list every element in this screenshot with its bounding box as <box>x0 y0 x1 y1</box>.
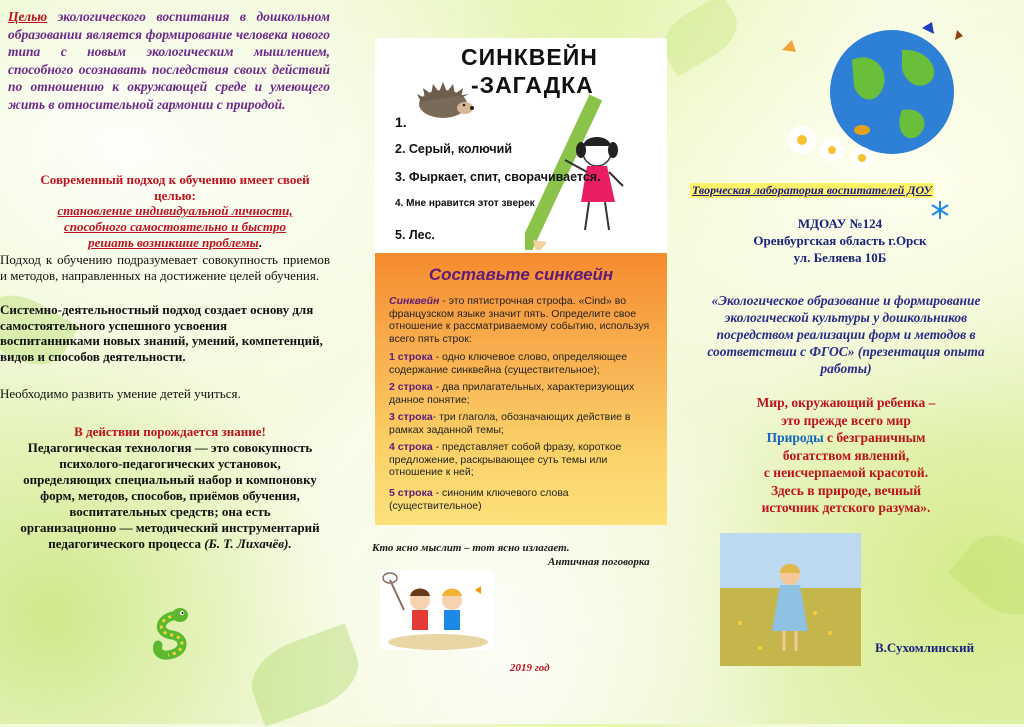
children-image <box>380 570 495 650</box>
learn-text: Необходимо развить умение детей учиться. <box>0 386 241 401</box>
row-label: 2 строка <box>389 381 433 393</box>
modern-approach <box>25 172 325 252</box>
quote-line: Природы с безграничным <box>766 430 926 445</box>
quote-line: это прежде всего мир <box>781 412 911 428</box>
approach-text: Подход к обучению подразумевает совокупность приемов и методов, направленных на достижение целей обучения. <box>0 252 330 283</box>
org-street: ул. Беляева 10Б <box>793 250 887 265</box>
quote-nature: Природы <box>766 430 824 445</box>
row-text: - представляет собой фразу, короткое предложение, раскрывающее суть темы или отношение к ней; <box>389 441 622 478</box>
sinkwine-riddle-poster <box>375 38 667 253</box>
quote-line: с неисчерпаемой красотой. <box>763 465 929 480</box>
org-name: МДОАУ №124 <box>797 216 883 231</box>
row-label: 4 строка <box>389 441 433 453</box>
girl-meadow-image <box>720 533 861 666</box>
row-text: - одно ключевое слово, определяющее содержание синквейна (существительное); <box>389 351 628 376</box>
poster-title-line2: -ЗАГАДКА <box>471 72 594 98</box>
compose-sinkwine-panel <box>375 253 667 525</box>
poster-line-1: 1. <box>395 114 407 130</box>
sinkwine-row <box>389 351 659 376</box>
modern-goal-2: способного самостоятельно и быстро <box>63 218 287 234</box>
year-label: 2019 год <box>510 662 550 674</box>
row-text: - три глагола, обозначающих действие в рамках заданной темы; <box>389 411 631 436</box>
sinkwine-row <box>389 411 659 436</box>
modern-goal-end: . <box>258 235 262 250</box>
left-panel <box>0 0 340 724</box>
poster-line-3: 3. Фыркает, спит, сворачивается. <box>395 170 601 184</box>
action-heading: В действии порождается знание! <box>74 424 266 439</box>
snake-image <box>148 605 194 663</box>
quote-line: Здесь в природе, вечный <box>770 482 922 498</box>
quote-line: источник детского разума». <box>761 500 931 515</box>
sinkwine-intro <box>389 295 659 345</box>
org-region: Оренбургская область г.Орск <box>753 233 927 248</box>
quote-line: богатством явлений, <box>782 447 910 463</box>
modern-heading: Современный подход к обучению имеет своей целью: <box>40 172 310 203</box>
tech-text: Педагогическая технология — это совокупность психолого-педагогических установок, определяющих специальный набор и компоновку форм, методов, способов, приёмов обучения, воспитательных средств; она есть организационно — методический инструментарий педагогического процесса <box>20 440 320 551</box>
leaf-decoration <box>653 0 747 77</box>
tech-cite: (Б. Т. Лихачёв). <box>204 536 292 551</box>
row-label: 5 строка <box>389 487 433 499</box>
sinkwine-intro-text: - это пятистрочная строфа. «Cind» во французском языке значит пять. Определите свое отношение к рассматриваемому событию, используя всего пять строк: <box>389 295 650 345</box>
leaf-decoration <box>948 519 1024 630</box>
quote-author: В.Сухомлинский <box>875 640 975 655</box>
row-label: 1 строка <box>389 351 433 363</box>
row-text: - синоним ключевого слова (существительное) <box>389 487 569 512</box>
goal-lead: Целью <box>8 9 48 24</box>
quote-line: Мир, окружающий ребенка – <box>756 395 936 410</box>
sinkwine-row <box>389 441 659 479</box>
goal-paragraph <box>8 8 330 113</box>
sinkwine-row <box>389 381 659 406</box>
project-title: «Экологическое образование и формирование экологической культуры у дошкольников посредством реализации форм и методов в соответствии с ФГОС» (презентация опыта работы) <box>707 293 985 376</box>
poster-line-5: 5. Лес. <box>395 228 435 242</box>
proverb-source: Античная поговорка <box>548 556 650 568</box>
system-text: Системно-деятельностный подход создает основу для самостоятельного успешного усвоения воспитанниками новых знаний, умений, компетенций, видов и способов деятельности. <box>0 302 323 364</box>
modern-goal-3: решать возникшие проблемы <box>88 235 259 250</box>
modern-goal-1: становление индивидуальной личности, <box>57 203 293 218</box>
goal-text: экологического воспитания в дошкольном образовании является формирование человека нового типа с новым экологическим мышлением, способного осознавать последствия своих действий по отношению к окружающей среде и умеющего жить в относительной гармонии с природой. <box>8 9 330 112</box>
proverb-text: Кто ясно мыслит – тот ясно излагает. <box>372 542 570 554</box>
poster-line-4: 4. Мне нравится этот зверек <box>395 198 535 209</box>
sukhomlinsky-quote <box>706 394 986 517</box>
row-text: - два прилагательных, характеризующих данное понятие; <box>389 381 635 406</box>
poster-line-2: 2. Серый, колючий <box>395 142 512 156</box>
sinkwine-term: Синквейн <box>389 295 440 307</box>
hedgehog-image <box>415 80 475 120</box>
row-label: 3 строка <box>389 411 433 423</box>
tech-paragraph <box>20 440 320 552</box>
sinkwine-heading: Составьте синквейн <box>428 265 614 284</box>
poster-title-line1: СИНКВЕЙН <box>461 44 598 70</box>
lab-title: Творческая лаборатория воспитателей ДОУ <box>692 183 932 197</box>
globe-image <box>762 20 982 170</box>
sinkwine-row <box>389 487 659 512</box>
